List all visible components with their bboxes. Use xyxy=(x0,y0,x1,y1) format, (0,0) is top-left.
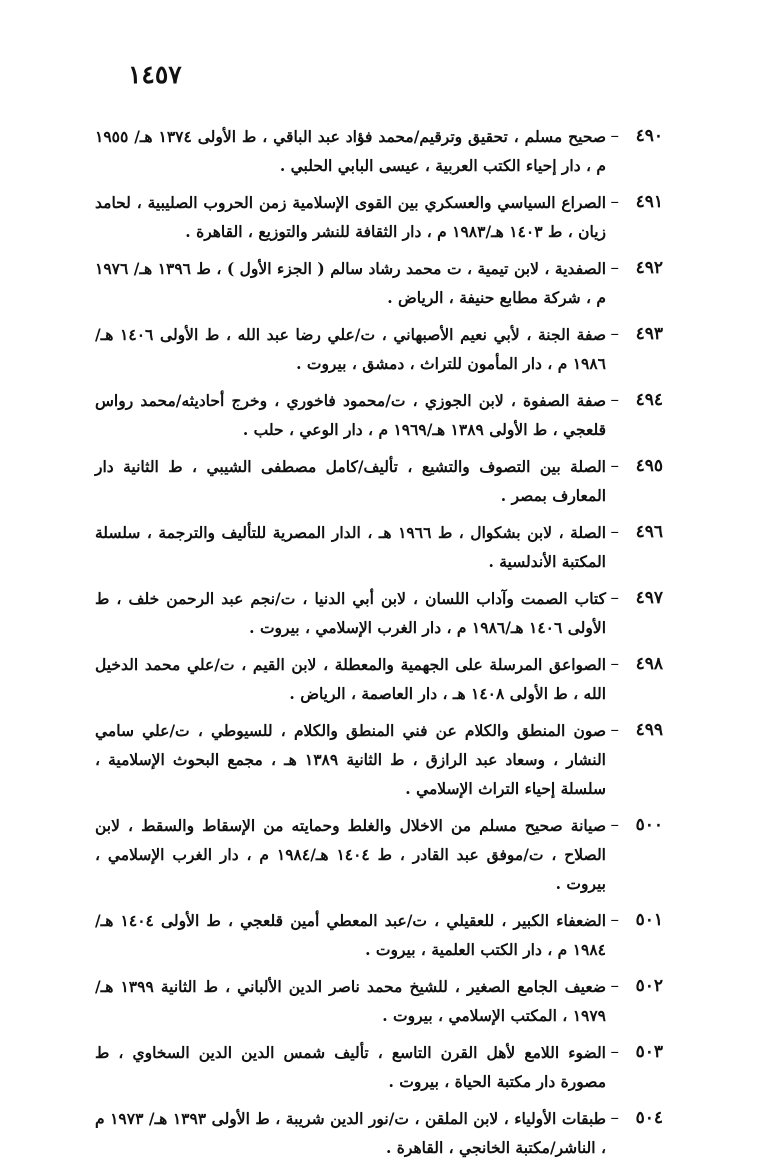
entry-dash: – xyxy=(610,910,619,930)
entry-text: صيانة صحيح مسلم من الاخلال والغلط وحمايته من الإسقاط والسقط ، لابن الصلاح ، ت/موفق عبد القادر ، ط ١٤٠٤ هـ/١٩٨٤ م ، دار الغرب الإسلامي ، بيروت . xyxy=(95,816,606,893)
entry-text: الصواعق المرسلة على الجهمية والمعطلة ، لابن القيم ، ت/علي محمد الدخيل الله ، ط الأولى ١٤٠٨ هـ ، دار العاصمة ، الرياض . xyxy=(95,655,606,703)
entry-text: الضعفاء الكبير ، للعقيلي ، ت/عبد المعطي أمين قلعجي ، ط الأولى ١٤٠٤ هـ/ ١٩٨٤ م ، دار الكتب العلمية ، بيروت . xyxy=(95,911,606,959)
bibliography-entry xyxy=(95,188,663,246)
entry-dash: – xyxy=(610,1108,619,1128)
entry-dash: – xyxy=(610,522,619,542)
page-number: ١٤٥٧ xyxy=(128,60,182,89)
entry-text: صفة الجنة ، لأبي نعيم الأصبهاني ، ت/علي رضا عبد الله ، ط الأولى ١٤٠٦ هـ/ ١٩٨٦ م ، دار المأمون للتراث ، دمشق ، بيروت . xyxy=(95,325,606,373)
entry-dash: – xyxy=(610,1042,619,1062)
entry-dash: – xyxy=(610,390,619,410)
entry-dash: – xyxy=(610,976,619,996)
entry-number: ٥٠٠ xyxy=(635,815,663,835)
entry-number: ٤٩٧ xyxy=(635,588,663,608)
entry-text: الصفدية ، لابن تيمية ، ت محمد رشاد سالم ( الجزء الأول ) ، ط ١٣٩٦ هـ/ ١٩٧٦ م ، شركة مطابع حنيفة ، الرياض . xyxy=(95,259,607,307)
entry-number: ٤٩٣ xyxy=(635,324,663,344)
bibliography-entry xyxy=(95,1038,663,1096)
entry-number: ٥٠٢ xyxy=(635,976,663,996)
bibliography-entry xyxy=(95,518,663,576)
bibliography-entry xyxy=(95,650,663,708)
bibliography-entry xyxy=(95,811,663,898)
bibliography-entry xyxy=(95,716,663,803)
bibliography-entry xyxy=(95,254,663,312)
entry-number: ٤٩٢ xyxy=(635,258,663,278)
entry-number: ٤٩٠ xyxy=(635,126,663,146)
bibliography-entry xyxy=(95,452,663,510)
entry-text: صون المنطق والكلام عن فني المنطق والكلام ، للسيوطي ، ت/علي سامي النشار ، وسعاد عبد الرازق ، ط الثانية ١٣٨٩ هـ ، مجمع البحوث الإسلامية ، سلسلة إحياء التراث الإسلامي . xyxy=(95,721,606,798)
entry-text: الضوء اللامع لأهل القرن التاسع ، تأليف شمس الدين الدين السخاوي ، ط مصورة دار مكتبة الحياة ، بيروت . xyxy=(95,1043,606,1091)
bibliography-entry xyxy=(95,584,663,642)
bibliography-entry xyxy=(95,906,663,964)
entry-text: صحيح مسلم ، تحقيق وترقيم/محمد فؤاد عبد الباقي ، ط الأولى ١٣٧٤ هـ/ ١٩٥٥ م ، دار إحياء الكتب العربية ، عيسى البابي الحلبي . xyxy=(95,127,606,175)
entry-number: ٤٩٥ xyxy=(635,456,663,476)
entry-text: الصلة بين التصوف والتشيع ، تأليف/كامل مصطفى الشيبي ، ط الثانية دار المعارف بمصر . xyxy=(95,457,606,505)
entry-number: ٥٠١ xyxy=(635,910,663,930)
entry-dash: – xyxy=(610,720,619,740)
entry-number: ٥٠٤ xyxy=(635,1108,663,1128)
entry-dash: – xyxy=(610,815,619,835)
bibliography-entry xyxy=(95,972,663,1030)
entry-dash: – xyxy=(610,324,619,344)
entry-number: ٤٩١ xyxy=(635,192,663,212)
entry-number: ٤٩٩ xyxy=(635,720,663,740)
bibliography-entry xyxy=(95,386,663,444)
entry-text: ضعيف الجامع الصغير ، للشيخ محمد ناصر الدين الألباني ، ط الثانية ١٣٩٩ هـ/ ١٩٧٩ ، المكتب الإسلامي ، بيروت . xyxy=(95,977,606,1025)
entry-dash: – xyxy=(610,126,619,146)
entry-dash: – xyxy=(610,192,619,212)
entry-text: الصراع السياسي والعسكري بين القوى الإسلامية زمن الحروب الصليبية ، لحامد زيان ، ط ١٤٠٣ هـ/١٩٨٣ م ، دار الثقافة للنشر والتوزيع ، القاهرة . xyxy=(95,193,606,241)
entry-dash: – xyxy=(610,456,619,476)
entry-number: ٥٠٣ xyxy=(635,1042,663,1062)
entry-text: صفة الصفوة ، لابن الجوزي ، ت/محمود فاخوري ، وخرج أحاديثه/محمد رواس قلعجي ، ط الأولى ١٣٨٩ هـ/١٩٦٩ م ، دار الوعي ، حلب . xyxy=(95,391,606,439)
entry-text: طبقات الأولياء ، لابن الملقن ، ت/نور الدين شريبة ، ط الأولى ١٣٩٣ هـ/ ١٩٧٣ م ، الناشر/مكتبة الخانجي ، القاهرة . xyxy=(95,1109,606,1157)
entry-dash: – xyxy=(610,258,619,278)
entry-dash: – xyxy=(610,588,619,608)
entry-number: ٤٩٨ xyxy=(635,654,663,674)
bibliography-entry xyxy=(95,122,663,180)
entry-dash: – xyxy=(610,654,619,674)
entry-text: الصلة ، لابن بشكوال ، ط ١٩٦٦ هـ ، الدار المصرية للتأليف والترجمة ، سلسلة المكتبة الأندلسية . xyxy=(95,523,607,571)
bibliography-entry xyxy=(95,1104,663,1162)
bibliography-entry xyxy=(95,320,663,378)
bibliography-list xyxy=(95,122,663,1170)
entry-text: كتاب الصمت وآداب اللسان ، لابن أبي الدنيا ، ت/نجم عبد الرحمن خلف ، ط الأولى ١٤٠٦ هـ/١٩٨٦ م ، دار الغرب الإسلامي ، بيروت . xyxy=(95,589,606,637)
entry-number: ٤٩٤ xyxy=(635,390,663,410)
entry-number: ٤٩٦ xyxy=(635,522,663,542)
